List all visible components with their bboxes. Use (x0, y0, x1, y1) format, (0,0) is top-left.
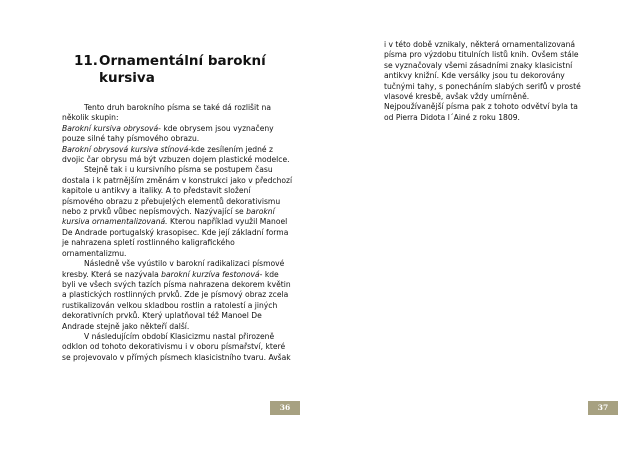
paragraph-festonova (62, 259, 294, 332)
paragraph-festonova-text-b: kde byli ve všech svých tazích písma nahrazena dekorem květin a plastických rostlinných prvků. Zde je písmový obraz zcela rustikalizován velkou skladbou rostlin a ratolestí a jiných dekorativních prvků. Který uplatňoval též Manoel De Andrade stejně jako někteří další. (62, 269, 291, 331)
paragraph-stinova-text: kde zesílením jedné z dvojic čar obrysu má být vzbuzen dojem plastické modelce. (62, 144, 290, 165)
term-obrysova: Barokní kursiva obrysová- (62, 123, 161, 133)
left-body-text (62, 103, 294, 363)
paragraph-festonova-text-a: Následně vše vyústilo v barokní radikalizaci písmové kresby. Která se nazývala (62, 259, 285, 279)
paragraph-ornamentalizovana (62, 165, 294, 259)
paragraph-klasicizmus (62, 332, 294, 363)
paragraph-intro (62, 103, 294, 124)
paragraph-ornamentalizovana-text-a: Stejně tak i u kursivního písma se postupem času dostala i k patrnějším změnám v konstrukci jako v předchozí kapitole u antikvy a italiky. A to představit složení písmového obrazu z přebujelých elementů dekorativismu nebo z prvků vůbec nepísmových. Nazývající se (62, 165, 293, 217)
term-stinova: Barokní obrysová kursiva stínová- (62, 144, 191, 154)
chapter-title-line2: kursiva (99, 70, 155, 86)
paragraph-stinova (62, 145, 294, 166)
paragraph-obrysova-text: kde obrysem jsou vyznačeny pouze silné tahy písmového obrazu. (62, 123, 274, 144)
chapter-title-line1: Ornamentální barokní (99, 53, 266, 69)
paragraph-klasicizmus-text: V následujícím období Klasicizmu nastal přirozeně odklon od tohoto dekorativismu i v oboru písmařství, které se projevovalo v přímých písmech klasicistního tvaru. Avšak (62, 331, 291, 362)
chapter-number: 11. (74, 53, 98, 69)
paragraph-intro-text: Tento druh barokního písma se také dá rozlišit na několik skupin: (62, 103, 271, 123)
chapter-title (74, 53, 294, 87)
term-ornamentalizovana: barokní kursiva ornamentalizovaná. (62, 207, 275, 227)
left-page (0, 0, 318, 453)
page-number-left: 36 (270, 401, 300, 415)
paragraph-continuation: i v této době vznikaly, některá ornamentalizovaná písma pro výzdobu titulních listů knih. Ovšem stále se vyznačovaly všemi zásadními znaky klasicistní antikvy knižní. Kde versálky jsou tu dekorovány tučnými tahy, s ponecháním slabých serifů v prosté vlasové kresbě, avšak vždy umírněně. Nejpoužívanější písma pak z tohoto odvětví byla ta od Pierra Didota l´Ainé z roku 1809. (384, 40, 581, 122)
right-body-text (384, 40, 586, 123)
term-festonova: barokní kurzíva festonová- (161, 269, 263, 279)
page-number-right: 37 (588, 401, 618, 415)
paragraph-obrysova (62, 124, 294, 145)
paragraph-ornamentalizovana-text-b: Kterou například využil Manoel De Andrade portugalský krasopisec. Kde její základní forma je nahrazena spletí rostlinného kaligrafického ornamentalizmu. (62, 217, 289, 258)
